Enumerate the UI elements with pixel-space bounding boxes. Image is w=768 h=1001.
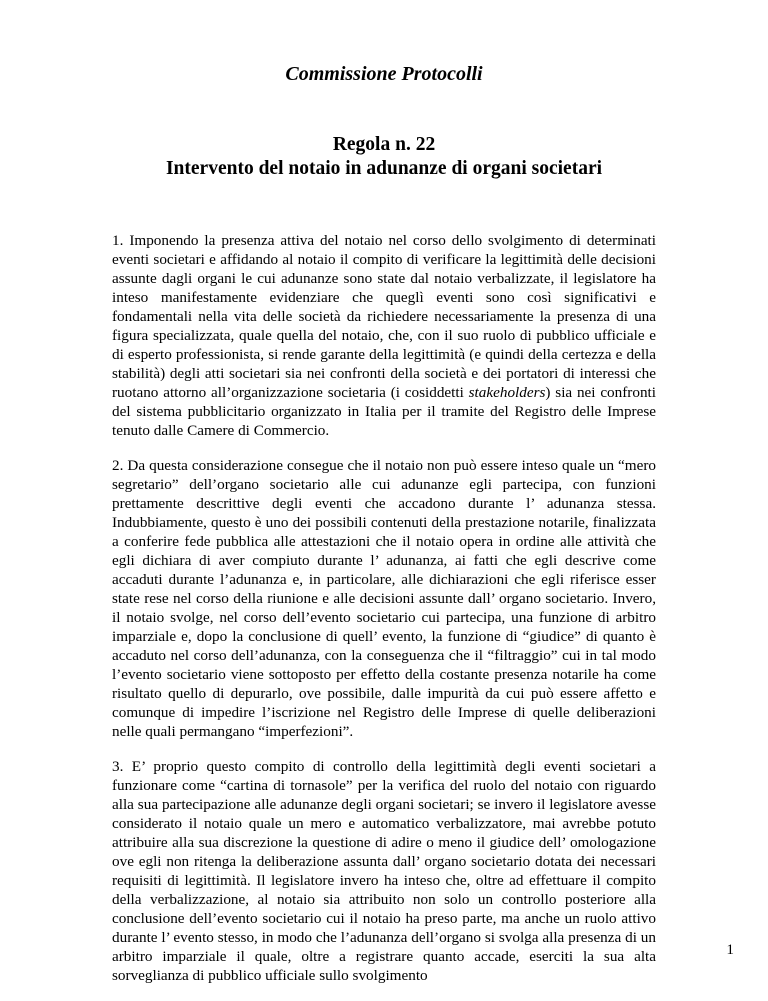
paragraph-1-text-b: ) sia nei confronti del sistema pubblicitario organizzato in Italia per il tramite del Registro delle Imprese tenuto dalle Camere di Commercio. [112,384,656,439]
rule-number-heading: Regola n. 22 [332,134,436,155]
commission-title: Commissione Protocolli [285,63,483,85]
paragraph-3: 3. E’ proprio questo compito di controllo della legittimità degli eventi societari a funzionare come “cartina di tornasole” per la verifica del ruolo del notaio con riguardo alla sua partecipazione alle adunanze degli organi societari; se invero il legislatore avesse considerato il notaio quale un mero e automatico verbalizzatore, mai avrebbe potuto attribuire alla sua discrezione la questione di adire o meno il giudice dell’ omologazione ove egli non ritenga la deliberazione assunta dall’ organo societario dotata dei necessari requisiti di legittimità. Il legislatore invero ha inteso che, oltre ad effettuare il compito della verbalizzazione, al notaio sia attribuito non solo un controllo posteriore alla conclusione dell’evento societario cui il notaio ha preso parte, ma anche un ruolo attivo durante l’ evento stesso, in modo che l’adunanza dell’organo si svolga alla presenza di un arbitro imparziale il quale, oltre a registrare quanto accade, eserciti la sua alta sorveglianza di pubblico ufficiale sullo svolgimento [112,758,656,984]
paragraph-2: 2. Da questa considerazione consegue che il notaio non può essere inteso quale un “mero segretario” dell’organo societario alle cui adunanze egli partecipa, con funzioni prettamente descrittive degli eventi che accadono durante l’ adunanza stessa. Indubbiamente, questo è uno dei possibili contenuti della prestazione notarile, finalizzata a conferire fede pubblica alle attestazioni che il notaio opera in ordine alle attività che egli dichiara di aver compiuto durante l’ adunanza, ai fatti che egli descrive come accaduti durante l’adunanza e, in particolare, alle dichiarazioni che egli riferisce esser state rese nel corso della riunione e alle decisioni assunte dall’ organo societario. Invero, il notaio svolge, nel corso dell’evento societario cui partecipa, una funzione di arbitro imparziale e, dopo la conclusione di quell’ evento, la funzione di “giudice” di quanto è accaduto nel corso dell’adunanza, con la conseguenza che il “filtraggio” cui in tal modo l’evento societario viene sottoposto per effetto della costante presenza notarile ha come risultato quello di depurarlo, ove possibile, dalle impurità da cui può essere affetto e comunque di impedire l’iscrizione nel Registro delle Imprese di quelle deliberazioni nelle quali permangano “imperfezioni”. [112,457,656,740]
rule-subtitle-heading: Intervento del notaio in adunanze di organi societari [165,158,603,179]
paragraph-1-text-a: 1. Imponendo la presenza attiva del notaio nel corso dello svolgimento di determinati eventi societari e affidando al notaio il compito di verificare la legittimità delle decisioni assunte dagli organi le cui adunanze sono state dal notaio verbalizzate, il legislatore ha inteso manifestamente evidenziare che queglì eventi sono così significativi e fondamentali nella vita delle società da richiedere necessariamente la presenza di una figura specializzata, quale quella del notaio, che, con il suo ruolo di pubblico ufficiale e di esperto professionista, si rende garante della legittimità (e quindi della certezza e della stabilità) degli atti societari sia nei confronti della società e dei portatori di interessi che ruotano attorno all’organizzazione societaria (i cosiddetti [112,232,656,401]
paragraph-1 [112,231,656,440]
document-body [112,231,656,1001]
page-number: 1 [726,941,734,958]
paragraph-1-italic-term: stakeholders [468,384,546,401]
